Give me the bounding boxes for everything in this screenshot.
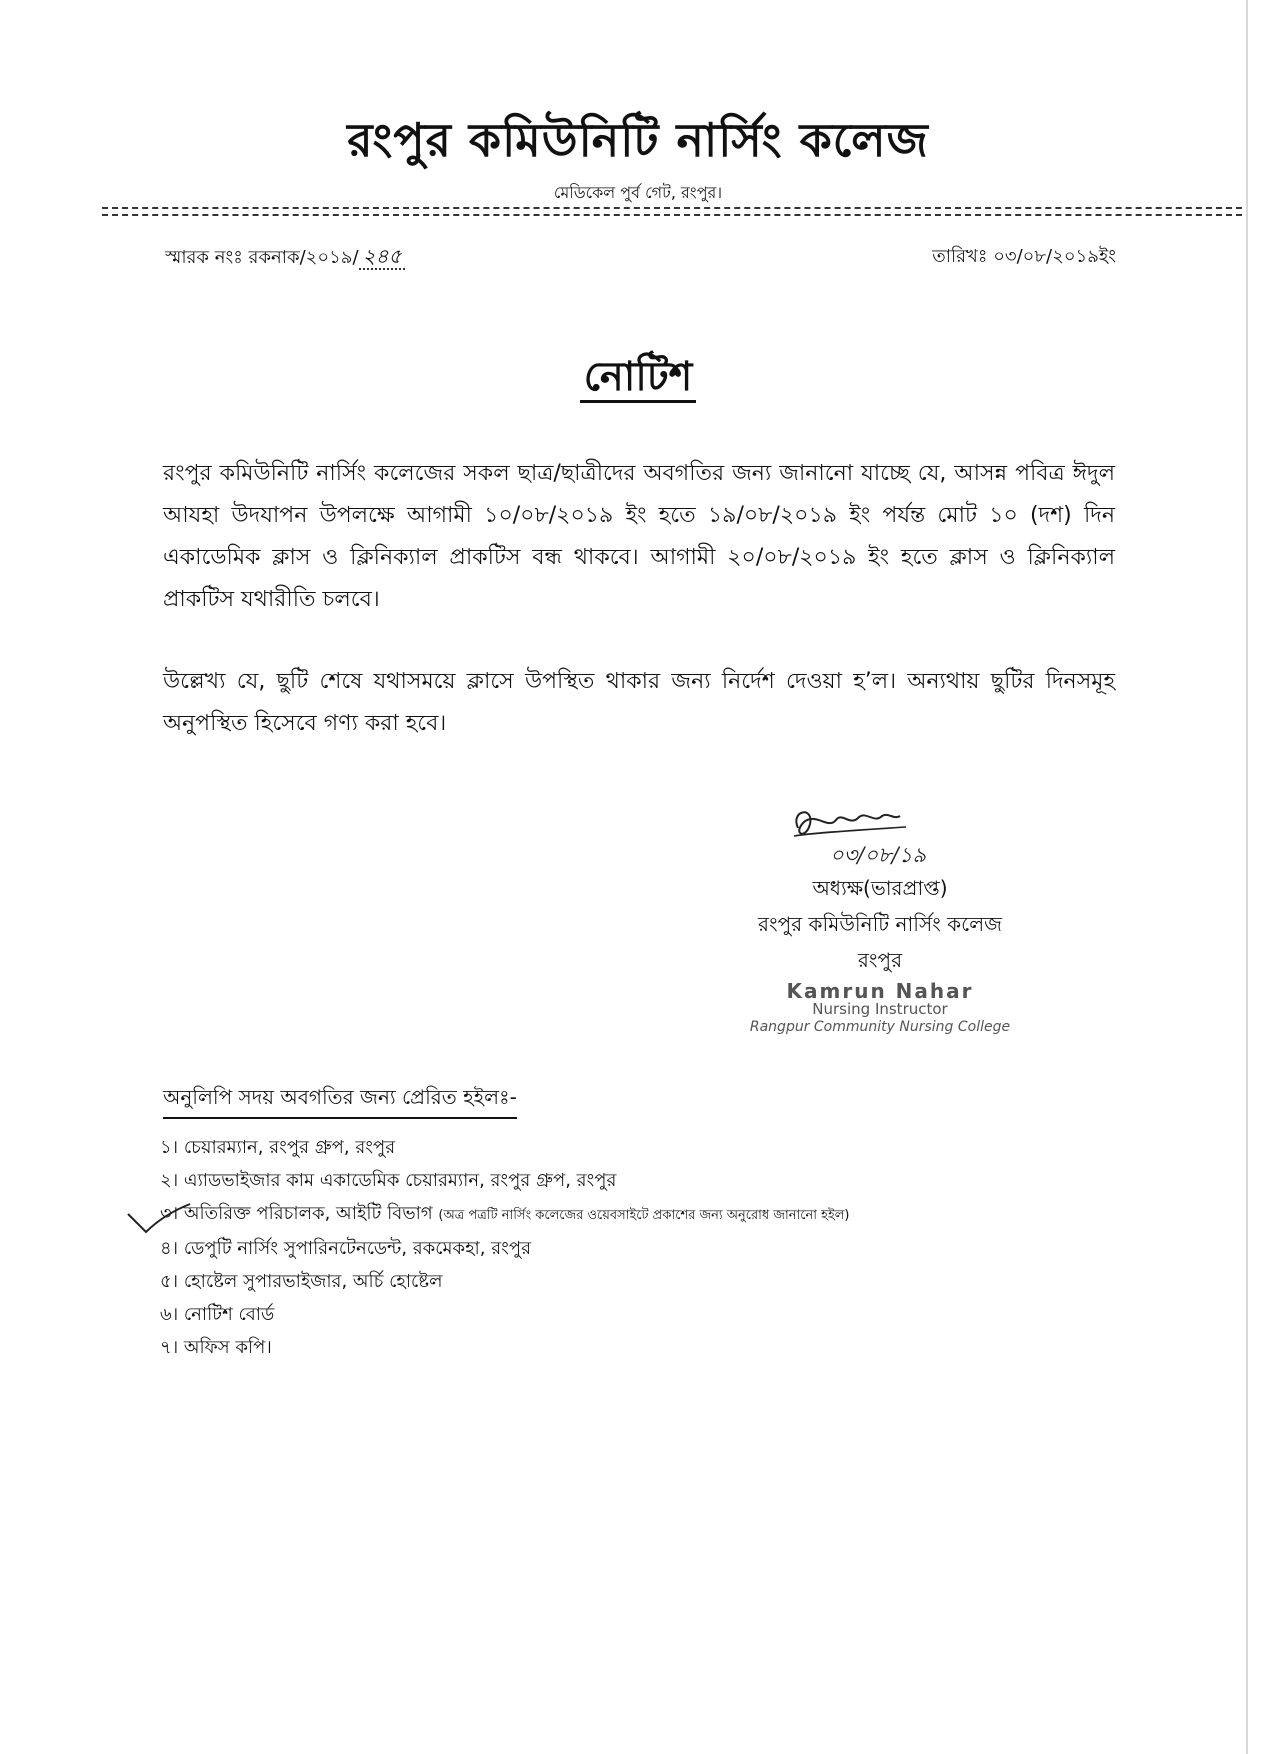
stamp-college: Rangpur Community Nursing College: [749, 1019, 1011, 1035]
handwritten-signature: [770, 800, 990, 870]
copy-number: ৬।: [160, 1304, 179, 1325]
copy-item: [160, 1197, 850, 1232]
memo-label: স্মারক নংঃ রকনাক/২০১৯/: [165, 247, 359, 268]
issue-date: তারিখঃ ০৩/০৮/২০১৯ইং: [932, 246, 1116, 267]
copy-number: ৪।: [160, 1238, 179, 1259]
copies-heading: অনুলিপি সদয় অবগতির জন্য প্রেরিত হইলঃ-: [163, 1083, 517, 1119]
copy-recipient: ডেপুটি নার্সিং সুপারিনটেনডেন্ট, রকমেকহা, রংপুর: [183, 1238, 531, 1259]
signatory-college: রংপুর কমিউনিটি নার্সিং কলেজ: [757, 912, 1003, 936]
copy-recipient: এ্যাডভাইজার কাম একাডেমিক চেয়ারম্যান, রংপুর গ্রুপ, রংপুর: [183, 1170, 617, 1191]
copy-item: [160, 1265, 850, 1298]
name-stamp: [640, 979, 1120, 1036]
signature-block: [640, 800, 1120, 1036]
copy-number: ২।: [160, 1170, 179, 1191]
copy-number: ১।: [160, 1137, 179, 1158]
copy-item: [160, 1164, 850, 1197]
copy-recipient: চেয়ারম্যান, রংপুর গ্রুপ, রংপুর: [183, 1137, 396, 1158]
notice-title: [0, 352, 1276, 402]
header-divider: [102, 207, 1242, 209]
copy-note: (অত্র পত্রটি নার্সিং কলেজের ওয়েবসাইটে প্রকাশের জন্য অনুরোধ জানানো হইল): [438, 1208, 850, 1223]
signatory-city: রংপুর: [857, 948, 903, 972]
handwritten-date: ০৩/০৮/১৯: [830, 843, 926, 867]
stamp-title: Nursing Instructor: [812, 1000, 948, 1018]
copy-item: [160, 1298, 850, 1331]
scan-edge: [1246, 0, 1248, 1754]
copy-recipient: নোটিশ বোর্ড: [183, 1304, 275, 1325]
copy-recipient: অফিস কপি।: [183, 1337, 272, 1358]
copy-item: [160, 1232, 850, 1265]
copy-number: ৫।: [160, 1271, 179, 1292]
memo-number: ২৪৫: [359, 244, 406, 270]
college-address: মেডিকেল পুর্ব গেট, রংপুর।: [553, 183, 723, 202]
copy-recipient: অতিরিক্ত পরিচালক, আইটি বিভাগ: [183, 1203, 433, 1224]
header-divider-lower: [102, 214, 1242, 216]
stamp-name: Kamrun Nahar: [786, 979, 974, 1003]
notice-paragraph-1: রংপুর কমিউনিটি নার্সিং কলেজের সকল ছাত্র/ছাত্রীদের অবগতির জন্য জানানো যাচ্ছে যে, আসন্ন পবিত্র ঈদুল আযহা উদযাপন উপলক্ষে আগামী ১০/০৮/২০১৯ ইং হতে ১৯/০৮/২০১৯ ইং পর্যন্ত মোট ১০ (দশ) দিন একাডেমিক ক্লাস ও ক্লিনিক্যাল প্রাকটিস বন্ধ থাকবে। আগামী ২০/০৮/২০১৯ ইং হতে ক্লাস ও ক্লিনিক্যাল প্রাকটিস যথারীতি চলবে।: [163, 461, 1115, 612]
signatory-designation: অধ্যক্ষ(ভারপ্রাপ্ত): [812, 876, 948, 900]
memo-line: [165, 242, 405, 275]
copy-item: [160, 1131, 850, 1164]
copy-recipient: হোষ্টেল সুপারভাইজার, অর্চি হোষ্টেল: [183, 1271, 443, 1292]
copy-item: [160, 1331, 850, 1364]
check-mark-icon: [124, 1200, 194, 1240]
college-title: রংপুর কমিউনিটি নার্সিং কলেজ: [347, 113, 929, 167]
notice-paragraph-2: উল্লেখ্য যে, ছুটি শেষে যথাসময়ে ক্লাসে উপস্থিত থাকার জন্য নির্দেশ দেওয়া হ’ল। অন্যথায় ছুটির দিনসমূহ অনুপস্থিত হিসেবে গণ্য করা হবে।: [163, 669, 1115, 736]
copy-number: ৭।: [160, 1337, 179, 1358]
notice-title-text: নোটিশ: [580, 354, 697, 403]
copy-number: ৩।: [160, 1203, 179, 1224]
copies-list: [160, 1131, 850, 1364]
